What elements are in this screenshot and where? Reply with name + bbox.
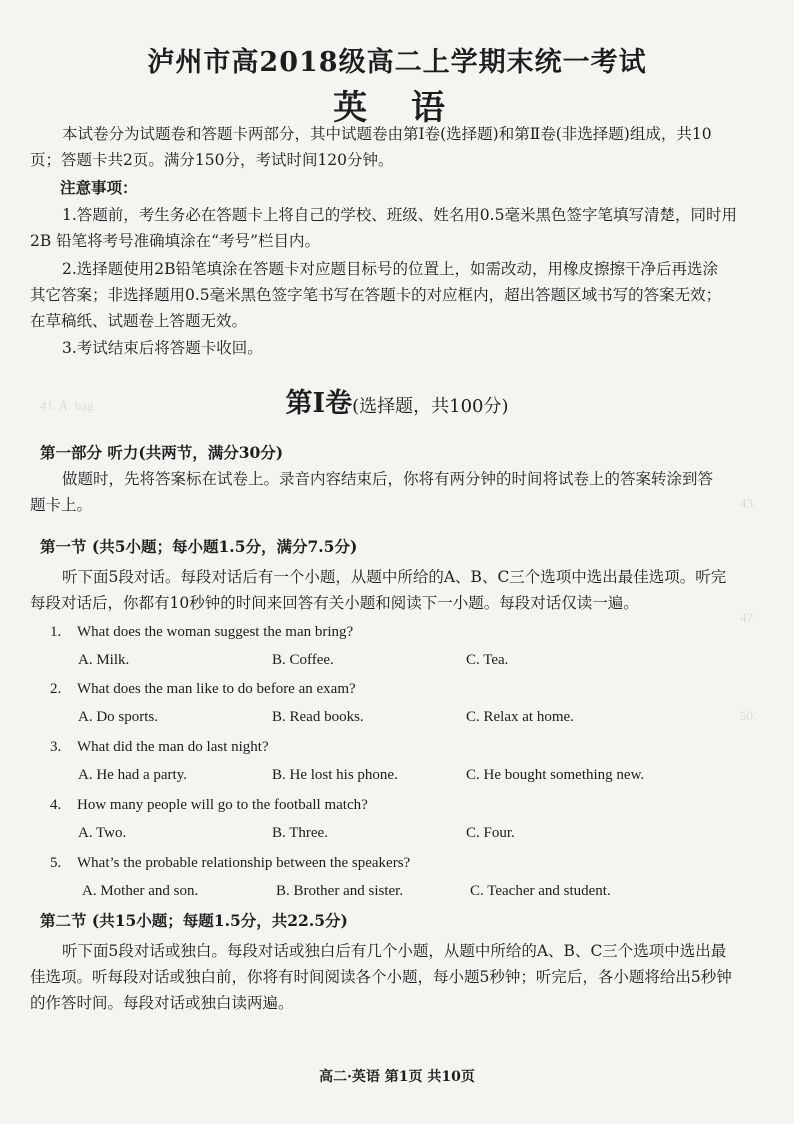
intro-line-2: 页；答题卡共2页。满分150分，考试时间120分钟。 (30, 151, 394, 169)
question-4 (50, 797, 368, 814)
question-5 (50, 855, 410, 872)
volume-heading (0, 381, 794, 420)
section1-desc-line-1: 听下面5段对话。每段对话后有一个小题，从题中所给的A、B、C三个选项中选出最佳选项。听完 (62, 568, 727, 586)
option-b: B. Brother and sister. (276, 883, 404, 899)
question-text: How many people will go to the football match? (77, 797, 368, 813)
option-c: C. He bought something new. (466, 767, 645, 783)
option-c: C. Four. (466, 825, 515, 841)
question-text: What does the woman suggest the man bring? (77, 624, 354, 640)
option-c: C. Teacher and student. (470, 883, 611, 899)
note-1-line-1: 1.答题前，考生务必在答题卡上将自己的学校、班级、姓名用0.5毫米黑色签字笔填写清楚，同时用 (62, 206, 737, 224)
question-2 (50, 681, 356, 698)
volume-heading-main: 第Ⅰ卷 (285, 388, 353, 419)
section2-heading: 第二节 (共15小题；每题1.5分，共22.5分) (40, 911, 348, 930)
option-a: A. Two. (78, 825, 127, 841)
volume-heading-sub: (选择题，共100分) (352, 396, 509, 417)
option-a: A. Milk. (78, 652, 130, 668)
question-number: 5. (50, 855, 62, 871)
subject-title: 英 语 (333, 88, 461, 128)
option-b: B. Three. (272, 825, 328, 841)
question-text: What did the man do last night? (77, 739, 269, 755)
question-1 (50, 624, 353, 641)
option-b: B. Read books. (272, 709, 364, 725)
option-b: B. He lost his phone. (272, 767, 398, 783)
option-c: C. Relax at home. (466, 709, 574, 725)
section1-heading: 第一节 (共5小题；每小题1.5分，满分7.5分) (40, 537, 358, 556)
part1-desc-line-2: 题卡上。 (30, 496, 93, 514)
question-text: What’s the probable relationship between the speakers? (77, 855, 411, 871)
question-3 (50, 739, 269, 756)
part1-heading: 第一部分 听力(共两节，满分30分) (40, 443, 284, 462)
option-b: B. Coffee. (272, 652, 334, 668)
bleed-through-text: 50. (740, 708, 757, 723)
note-2-line-2: 其它答案；非选择题用0.5毫米黑色签字笔书写在答题卡的对应框内，超出答题区域书写的答案无效； (30, 286, 722, 304)
option-a: A. Do sports. (78, 709, 159, 725)
option-a: A. He had a party. (78, 767, 187, 783)
section2-desc-line-2: 佳选项。听每段对话或独白前，你将有时间阅读各个小题，每小题5秒钟；听完后，各小题将给出5秒钟 (30, 968, 732, 986)
exam-title: 泸州市高2018级高二上学期末统一考试 (147, 47, 647, 78)
part1-desc-line-1: 做题时，先将答案标在试卷上。录音内容结束后，你将有两分钟的时间将试卷上的答案转涂到答 (62, 470, 714, 488)
section2-desc-line-3: 的作答时间。每段对话或独白读两遍。 (30, 994, 294, 1012)
question-text: What does the man like to do before an exam? (77, 681, 356, 697)
section2-desc-line-1: 听下面5段对话或独白。每段对话或独白后有几个小题，从题中所给的A、B、C三个选项中选出最 (62, 942, 727, 960)
question-number: 3. (50, 739, 62, 755)
question-number: 4. (50, 797, 62, 813)
option-c: C. Tea. (466, 652, 509, 668)
option-a: A. Mother and son. (82, 883, 199, 899)
question-number: 1. (50, 624, 62, 640)
bleed-through-text: 41. A. bag (40, 398, 94, 413)
notes-heading: 注意事项： (60, 178, 138, 197)
intro-line-1: 本试卷分为试题卷和答题卡两部分，其中试题卷由第Ⅰ卷(选择题)和第Ⅱ卷(非选择题)组成，共10 (62, 125, 712, 143)
bleed-through-text: 43. (740, 496, 757, 511)
page-footer: 高二·英语 第1页 共10页 (319, 1069, 475, 1085)
note-1-line-2: 2B 铅笔将考号准确填涂在“考号”栏目内。 (30, 232, 321, 250)
note-2-line-1: 2.选择题使用2B铅笔填涂在答题卡对应题目标号的位置上，如需改动，用橡皮擦擦干净后再选涂 (62, 260, 719, 278)
bleed-through-text: 47. (740, 610, 757, 625)
question-number: 2. (50, 681, 62, 697)
section1-desc-line-2: 每段对话后，你都有10秒钟的时间来回答有关小题和阅读下一小题。每段对话仅读一遍。 (30, 594, 639, 612)
note-2-line-3: 在草稿纸、试题卷上答题无效。 (30, 312, 248, 330)
note-3: 3.考试结束后将答题卡收回。 (62, 339, 263, 357)
